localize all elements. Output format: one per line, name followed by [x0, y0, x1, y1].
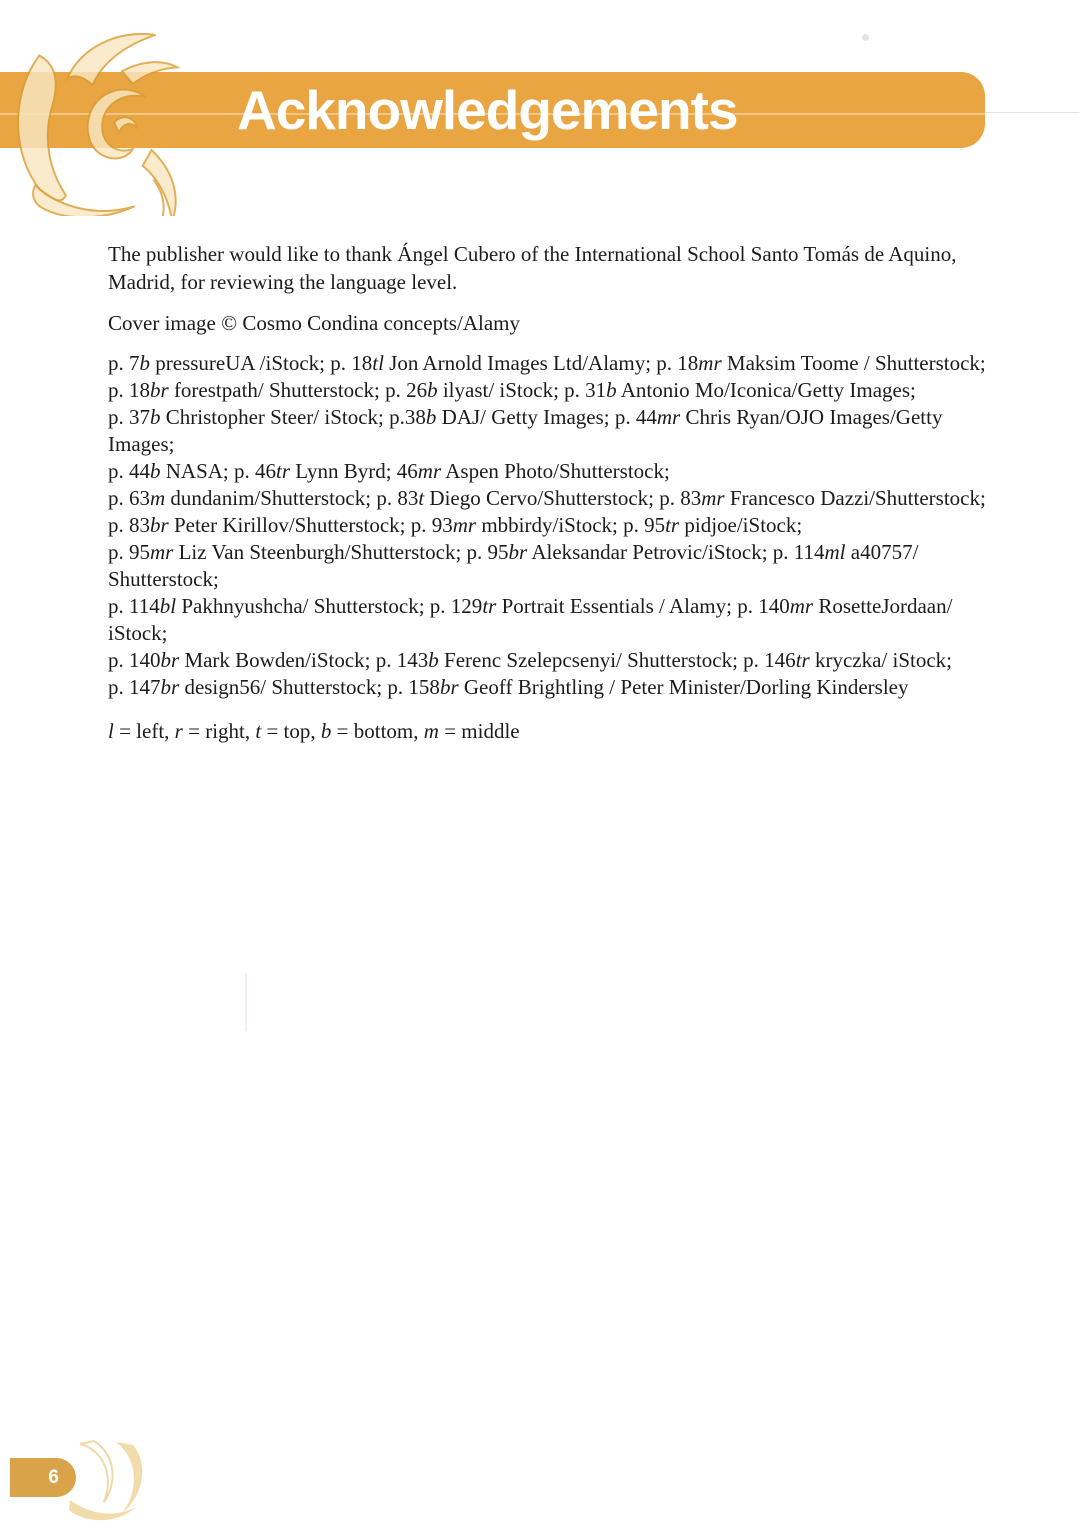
scan-dot-artifact [862, 34, 869, 41]
scan-line-artifact-right [985, 112, 1079, 113]
page-title: Acknowledgements [237, 78, 738, 141]
credit-line: p. 140br Mark Bowden/iStock; p. 143b Ferenc Szelepcsenyi/ Shutterstock; p. 146tr kryczka/ iStock; [108, 648, 952, 672]
page-content [108, 240, 990, 758]
credit-line: p. 44b NASA; p. 46tr Lynn Byrd; 46mr Aspen Photo/Shutterstock; [108, 459, 670, 483]
scan-vertical-line-artifact [245, 973, 247, 1031]
page-number: 6 [48, 1466, 59, 1488]
cover-image-credit: Cover image © Cosmo Condina concepts/Alamy [108, 311, 520, 335]
credit-line: p. 83br Peter Kirillov/Shutterstock; p. 93mr mbbirdy/iStock; p. 95tr pidjoe/iStock; [108, 513, 803, 537]
credit-line: p. 37b Christopher Steer/ iStock; p.38b DAJ/ Getty Images; p. 44mr Chris Ryan/OJO Images/Getty Images; [108, 405, 943, 456]
photo-credits-list [108, 350, 990, 701]
credit-line: p. 7b pressureUA /iStock; p. 18tl Jon Arnold Images Ltd/Alamy; p. 18mr Maksim Toome / Shutterstock; [108, 351, 986, 375]
credit-line: p. 114bl Pakhnyushcha/ Shutterstock; p. 129tr Portrait Essentials / Alamy; p. 140mr RosetteJordaan/ iStock; [108, 594, 953, 645]
swirl-sun-icon [5, 24, 243, 216]
credit-line: p. 63m dundanim/Shutterstock; p. 83t Diego Cervo/Shutterstock; p. 83mr Francesco Dazzi/Shutterstock; [108, 486, 986, 510]
credit-line: p. 18br forestpath/ Shutterstock; p. 26b ilyast/ iStock; p. 31b Antonio Mo/Iconica/Getty Images; [108, 378, 916, 402]
credit-line: p. 147br design56/ Shutterstock; p. 158br Geoff Brightling / Peter Minister/Dorling Kindersley [108, 675, 909, 699]
credit-line: p. 95mr Liz Van Steenburgh/Shutterstock; p. 95br Aleksandar Petrovic/iStock; p. 114ml a40757/ Shutterstock; [108, 540, 919, 591]
page-number-tab [10, 1458, 76, 1497]
publisher-thanks-text: The publisher would like to thank Ángel Cubero of the International School Santo Tomás de Aquino, Madrid, for reviewing the language level. [108, 242, 957, 294]
position-abbreviation-legend: l = left, r = right, t = top, b = bottom, m = middle [108, 719, 520, 743]
